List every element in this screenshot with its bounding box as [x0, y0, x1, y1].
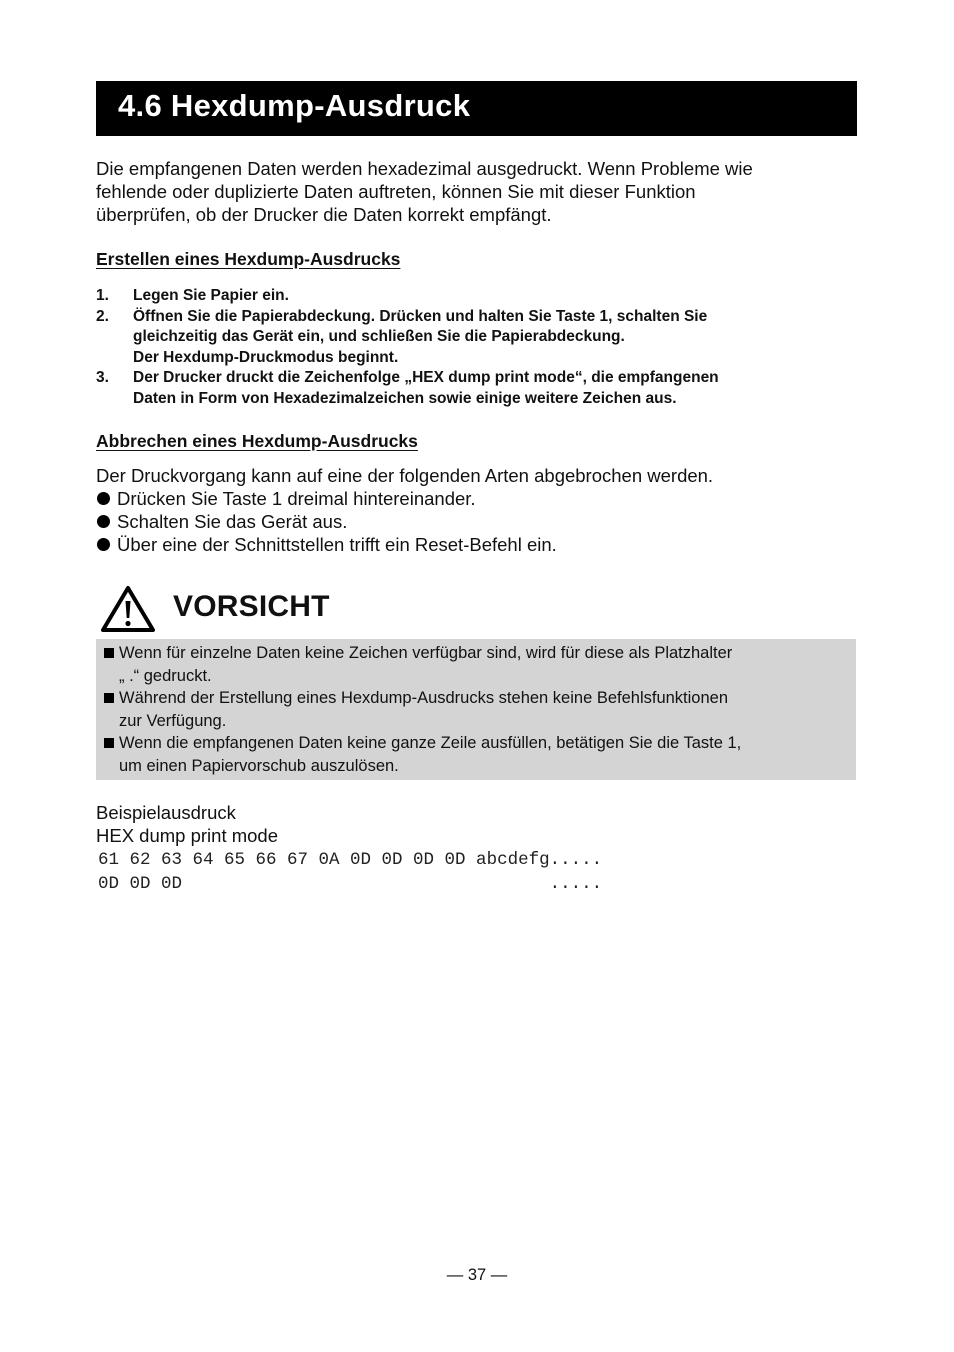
- caution-item: [104, 642, 846, 687]
- sample-label: Beispielausdruck: [96, 802, 236, 823]
- hex-line: 61 62 63 64 65 66 67 0A 0D 0D 0D 0D abcdefg.....: [98, 850, 603, 870]
- intro-line: überprüfen, ob der Drucker die Daten korrekt empfängt.: [96, 204, 552, 225]
- steps-list: [96, 286, 856, 409]
- cancel-item-text: Schalten Sie das Gerät aus.: [117, 511, 348, 532]
- step-item: [96, 368, 856, 409]
- section-title: 4.6 Hexdump-Ausdruck: [118, 88, 471, 123]
- hex-dump-output: [98, 849, 602, 896]
- caution-text: Wenn die empfangenen Daten keine ganze Zeile ausfüllen, betätigen Sie die Taste 1,: [119, 734, 742, 752]
- square-bullet-icon: [104, 738, 114, 748]
- step-text: Legen Sie Papier ein.: [133, 287, 289, 304]
- square-bullet-icon: [104, 693, 114, 703]
- caution-item: [104, 732, 846, 777]
- intro-line: Die empfangenen Daten werden hexadezimal ausgedruckt. Wenn Probleme wie: [96, 158, 753, 179]
- bullet-dot-icon: [97, 515, 110, 528]
- cancel-item-text: Über eine der Schnittstellen trifft ein Reset-Befehl ein.: [117, 534, 557, 555]
- caution-text: um einen Papiervorschub auszulösen.: [119, 756, 399, 775]
- cancel-item-text: Drücken Sie Taste 1 dreimal hintereinander.: [117, 488, 476, 509]
- sample-section: [96, 801, 278, 847]
- caution-text: „ .“ gedruckt.: [119, 666, 212, 685]
- cancel-list: [96, 487, 866, 556]
- cancel-intro: Der Druckvorgang kann auf eine der folgenden Arten abgebrochen werden.: [96, 465, 714, 486]
- step-text: gleichzeitig das Gerät ein, und schließen Sie die Papierabdeckung.: [133, 328, 625, 345]
- step-item: [96, 286, 856, 307]
- cancel-item: [96, 487, 866, 510]
- cancel-item: [96, 510, 866, 533]
- step-number: 2.: [96, 307, 109, 325]
- step-text: Der Drucker druckt die Zeichenfolge „HEX dump print mode“, die empfangenen: [133, 369, 719, 386]
- step-text: Der Hexdump-Druckmodus beginnt.: [133, 348, 399, 366]
- step-item: [96, 307, 856, 369]
- caution-item: [104, 687, 846, 732]
- step-number: 3.: [96, 369, 109, 386]
- bullet-dot-icon: [97, 492, 110, 505]
- square-bullet-icon: [104, 648, 114, 658]
- create-heading: Erstellen eines Hexdump-Ausdrucks: [96, 249, 401, 269]
- caution-text: zur Verfügung.: [119, 711, 227, 730]
- step-text: Öffnen Sie die Papierabdeckung. Drücken und halten Sie Taste 1, schalten Sie: [133, 307, 708, 325]
- page-number: — 37 —: [446, 1266, 508, 1284]
- caution-text: Wenn für einzelne Daten keine Zeichen verfügbar sind, wird für diese als Platzhalter: [119, 644, 733, 662]
- step-number: 1.: [96, 287, 109, 304]
- caution-text: Während der Erstellung eines Hexdump-Ausdrucks stehen keine Befehlsfunktionen: [119, 689, 729, 707]
- step-text: Daten in Form von Hexadezimalzeichen sowie einige weitere Zeichen aus.: [133, 389, 677, 407]
- intro-paragraph: [96, 157, 866, 226]
- caution-box: [96, 639, 856, 780]
- cancel-section: [96, 464, 866, 556]
- bullet-dot-icon: [97, 538, 110, 551]
- cancel-heading: Abbrechen eines Hexdump-Ausdrucks: [96, 431, 418, 451]
- section-title-bar: [96, 81, 857, 136]
- hex-line: 0D 0D 0D .....: [98, 873, 603, 894]
- caution-list: [104, 642, 846, 777]
- intro-line: fehlende oder duplizierte Daten auftreten, können Sie mit dieser Funktion: [96, 181, 696, 202]
- caution-title: VORSICHT: [173, 590, 330, 623]
- cancel-item: [96, 533, 866, 556]
- sample-mode-line: HEX dump print mode: [96, 825, 279, 846]
- warning-triangle-icon: [100, 585, 156, 633]
